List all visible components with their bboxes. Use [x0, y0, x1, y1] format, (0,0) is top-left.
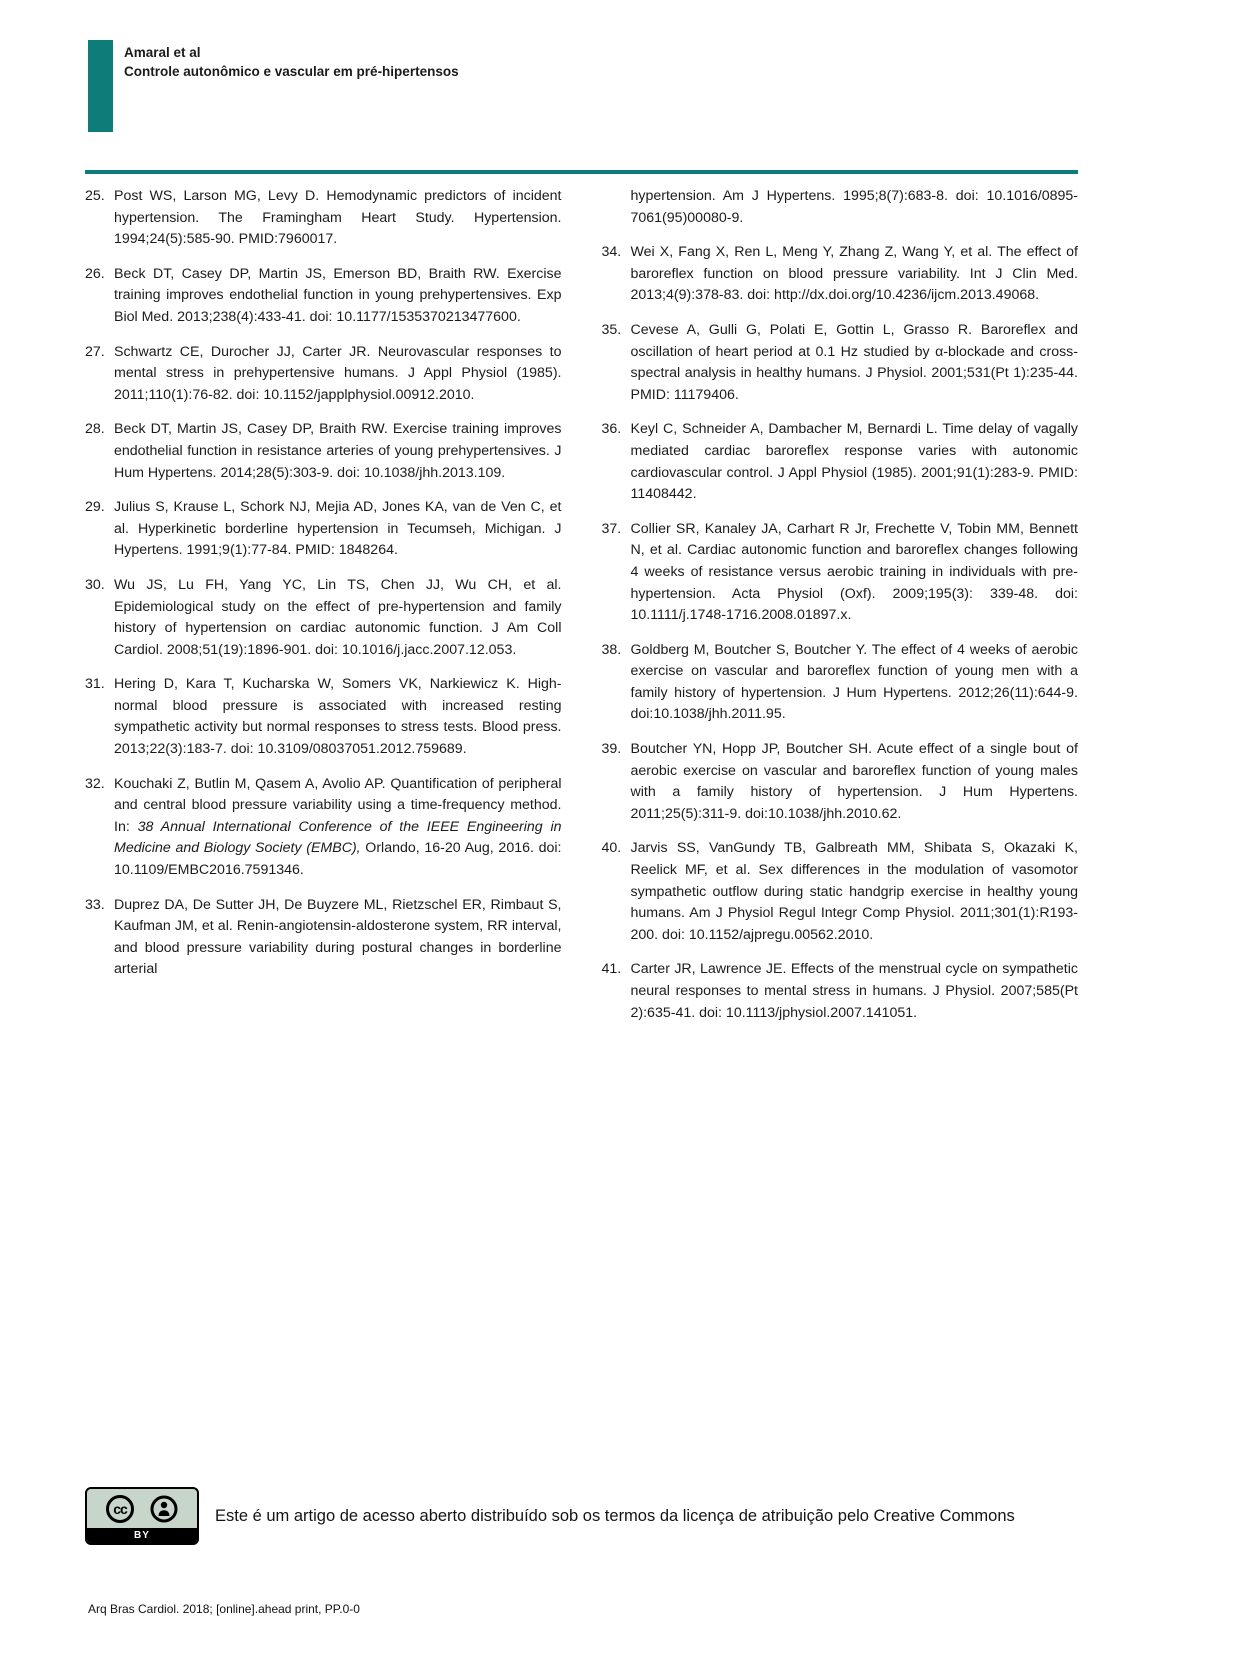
reference-item-34: [602, 242, 1079, 307]
attribution-person-icon: [150, 1495, 178, 1523]
reference-item-32: [85, 774, 562, 882]
reference-text: hypertension. Am J Hypertens. 1995;8(7):683-8. doi: 10.1016/0895-7061(95)00080-9.: [630, 188, 1078, 226]
reference-text: Goldberg M, Boutcher S, Boutcher Y. The effect of 4 weeks of aerobic exercise on vascular and baroreflex function of young men with a family history of hypertension. J Hum Hypertens. 2012;26(11):644-9. doi:10.1038/jhh.2011.95.: [630, 641, 1078, 723]
reference-item-25: [85, 186, 562, 251]
cc-by-bar: [87, 1528, 197, 1543]
reference-item-39: [602, 739, 1079, 825]
reference-text: Collier SR, Kanaley JA, Carhart R Jr, Frechette V, Tobin MM, Bennett N, et al. Cardiac autonomic function and baroreflex changes following 4 weeks of resistance versus aerobic training in individuals with pre-hypertension. Acta Physiol (Oxf). 2009;195(3): 339-48. doi: 10.1111/j.1748-1716.2008.01897.x.: [630, 520, 1078, 624]
reference-text: Wei X, Fang X, Ren L, Meng Y, Zhang Z, Wang Y, et al. The effect of baroreflex function on blood pressure variability. Int J Clin Med. 2013;4(9):378-83. doi: http://dx.doi.org/10.4236/ijcm.2013.49068.: [630, 244, 1078, 304]
reference-item-29: [85, 497, 562, 562]
reference-text: Boutcher YN, Hopp JP, Boutcher SH. Acute effect of a single bout of aerobic exercise on vascular and baroreflex function of young males with a family history of hypertension. J Hum Hypertens. 2011;25(5):311-9. doi:10.1038/jhh.2010.62.: [630, 741, 1078, 822]
reference-number: 27.: [85, 343, 105, 360]
reference-number: 40.: [601, 840, 622, 857]
page-footer-citation: Arq Bras Cardiol. 2018; [online].ahead print, PP.0-0: [88, 1602, 360, 1616]
reference-text: Keyl C, Schneider A, Dambacher M, Bernardi L. Time delay of vagally mediated cardiac baroreflex response varies with autonomic cardiovascular control. J Appl Physiol (1985). 2001;91(1):283-9. PMID: 11408442.: [630, 421, 1078, 503]
reference-item-26: [85, 264, 562, 329]
reference-number: 41.: [601, 961, 622, 978]
license-section: [85, 1487, 1015, 1545]
page-header: [88, 40, 459, 132]
reference-text: Post WS, Larson MG, Levy D. Hemodynamic predictors of incident hypertension. The Framingham Heart Study. Hypertension. 1994;24(5):585-90. PMID:7960017.: [114, 188, 562, 248]
cc-by-badge: [85, 1487, 199, 1545]
references-column-right: [602, 186, 1079, 1037]
reference-number: 30.: [85, 576, 105, 593]
reference-text-italic: 38 Annual International Conference of the IEEE Engineering in Medicine and Biology Society (EMBC),: [114, 818, 562, 857]
cc-by-label: BY: [134, 1530, 150, 1541]
license-text: Este é um artigo de acesso aberto distribuído sob os termos da licença de atribuição pelo Creative Commons: [215, 1506, 1015, 1525]
header-accent-bar: [88, 40, 113, 132]
reference-item-38: [602, 640, 1079, 726]
section-divider-rule: [85, 170, 1078, 174]
reference-item-40: [602, 838, 1079, 946]
reference-number: 36.: [601, 421, 622, 438]
reference-number: 28.: [85, 421, 105, 438]
running-title: Controle autonômico e vascular em pré-hipertensos: [124, 64, 459, 79]
reference-text: Beck DT, Martin JS, Casey DP, Braith RW. Exercise training improves endothelial function in resistance arteries of young prehypertensives. J Hum Hypertens. 2014;28(5):303-9. doi: 10.1038/jhh.2013.109.: [114, 421, 562, 481]
reference-item-30: [85, 575, 562, 661]
reference-text-plain: Kouchaki Z, Butlin M, Qasem A, Avolio AP. Quantification of peripheral and central blood pressure variability using a time-frequency method. In:: [114, 775, 562, 835]
creative-commons-icon: cc: [106, 1495, 134, 1523]
reference-number: 26.: [85, 265, 105, 282]
reference-text: Duprez DA, De Sutter JH, De Buyzere ML, Rietzschel ER, Rimbaut S, Kaufman JM, et al. Renin-angiotensin-aldosterone system, RR interval, and blood pressure variability during postural changes in borderline arterial: [114, 896, 562, 978]
reference-number: 25.: [85, 188, 105, 204]
reference-number: 38.: [601, 641, 622, 658]
references-column-left: [85, 186, 562, 1037]
reference-item-36: [602, 419, 1079, 505]
reference-text: Hering D, Kara T, Kucharska W, Somers VK, Narkiewicz K. High-normal blood pressure is associated with increased resting sympathetic activity but normal responses to stress tests. Blood press. 2013;22(3):183-7. doi: 10.3109/08037051.2012.759689.: [114, 676, 562, 758]
reference-item-33-continuation: [602, 186, 1079, 229]
reference-number: 37.: [601, 520, 622, 537]
reference-number: 34.: [601, 244, 622, 261]
reference-number: 35.: [601, 321, 622, 338]
reference-text: Wu JS, Lu FH, Yang YC, Lin TS, Chen JJ, Wu CH, et al. Epidemiological study on the effect of pre-hypertension and family history of hypertension on cardiac autonomic function. J Am Coll Cardiol. 2008;51(19):1896-901. doi: 10.1016/j.jacc.2007.12.053.: [114, 576, 562, 658]
reference-number: 29.: [85, 499, 105, 516]
reference-text: Schwartz CE, Durocher JJ, Carter JR. Neurovascular responses to mental stress in prehypertensive humans. J Appl Physiol (1985). 2011;110(1):76-82. doi: 10.1152/japplphysiol.00912.2010.: [114, 343, 562, 403]
reference-item-27: [85, 342, 562, 407]
reference-number: 31.: [85, 676, 105, 693]
running-authors: Amaral et al: [124, 45, 201, 60]
reference-text: Carter JR, Lawrence JE. Effects of the menstrual cycle on sympathetic neural responses to mental stress in humans. J Physiol. 2007;585(Pt 2):635-41. doi: 10.1113/jphysiol.2007.141051.: [630, 961, 1078, 1021]
reference-text: Beck DT, Casey DP, Martin JS, Emerson BD, Braith RW. Exercise training improves endothelial function in young prehypertensives. Exp Biol Med. 2013;238(4):433-41. doi: 10.1177/1535370213477600.: [114, 265, 562, 325]
reference-number: 32.: [85, 775, 105, 792]
reference-item-31: [85, 674, 562, 760]
reference-number: 39.: [601, 741, 622, 758]
reference-text: Cevese A, Gulli G, Polati E, Gottin L, Grasso R. Baroreflex and oscillation of heart period at 0.1 Hz studied by α-blockade and cross-spectral analysis in healthy humans. J Physiol. 2001;531(Pt 1):235-44. PMID: 11179406.: [630, 321, 1078, 403]
reference-text: [114, 774, 562, 882]
reference-number: 33.: [85, 896, 105, 913]
cc-badge-icons: [87, 1489, 197, 1528]
reference-number-empty: [602, 186, 631, 229]
reference-item-33: [85, 895, 562, 981]
reference-text: Julius S, Krause L, Schork NJ, Mejia AD, Jones KA, van de Ven C, et al. Hyperkinetic borderline hypertension in Tecumseh, Michigan. J Hypertens. 1991;9(1):77-84. PMID: 1848264.: [114, 499, 562, 559]
reference-text-plain: Orlando, 16-20 Aug, 2016. doi: 10.1109/EMBC2016.7591346.: [114, 840, 562, 879]
header-text-block: [124, 40, 459, 132]
reference-item-41: [602, 959, 1079, 1024]
reference-item-37: [602, 519, 1079, 627]
reference-item-28: [85, 419, 562, 484]
reference-item-35: [602, 320, 1079, 406]
reference-text: Jarvis SS, VanGundy TB, Galbreath MM, Shibata S, Okazaki K, Reelick MF, et al. Sex differences in the modulation of vasomotor sympathetic outflow during static handgrip exercise in healthy young humans. Am J Physiol Regul Integr Comp Physiol. 2011;301(1):R193-200. doi: 10.1152/ajpregu.00562.2010.: [630, 840, 1078, 943]
references-section: [85, 186, 1078, 1037]
